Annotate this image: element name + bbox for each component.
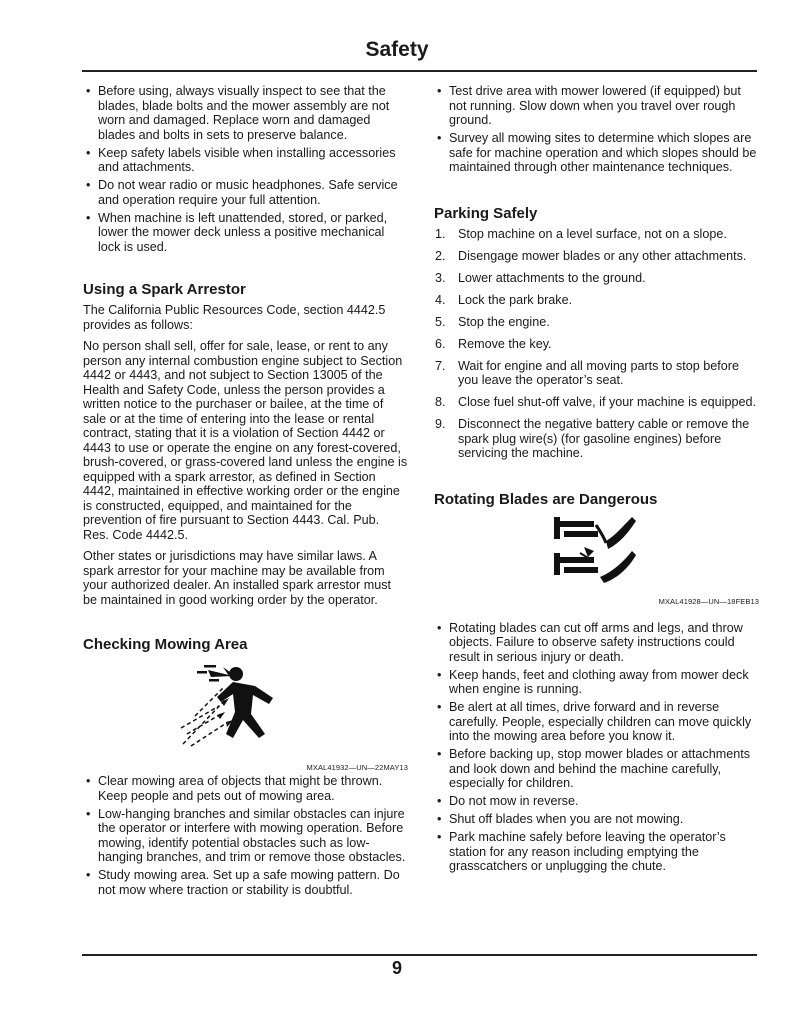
spark-arrestor-heading: Using a Spark Arrestor [83, 281, 246, 298]
list-item: 7. Wait for engine and all moving parts to stop before you leave the operator’s seat. [435, 358, 739, 387]
parking-steps-list [434, 227, 759, 461]
list-item: • Low-hanging branches and similar obstacles can injure the operator or interfere with mowing operation. Before mowing, identify potential obstacles such as low-hanging branches, and trim or remove those obstacles. [83, 807, 408, 865]
list-item: • Be alert at all times, drive forward and in reverse carefully. People, especially children can move quickly into the mowing area before you know it. [434, 700, 759, 744]
paragraph: No person shall sell, offer for sale, lease, or rent to any person any internal combustion engine subject to Section 4442 or 4443, and not subject to Section 13005 of the Health and Safety Code, unless the person provides a written notice to the purchaser or bailee, at the time of sale or at the time of entering into the lease or rental contract, stating that it is a violation of Section 4442 or 4443 to use or operate the engine on any forest-covered, brush-covered, or grass-covered land unless the engine is equipped with a spark arrestor, as defined in Section 4442, maintained in effective working order or the engine is constructed, equipped, and maintained for the prevention of fire pursuant to Section 4443. Cal. Pub. Res. Code 4442.5. [83, 339, 408, 542]
list-item: • Do not wear radio or music headphones. Safe service and operation require your full attention. [83, 178, 408, 207]
list-item: • Before backing up, stop mower blades or attachments and look down and behind the machine carefully, especially for children. [434, 747, 759, 791]
page-number: 9 [391, 958, 402, 978]
thrown-objects-hazard-icon [83, 662, 408, 757]
top-bullet-list [434, 84, 759, 175]
rotating-blades-hazard-icon [434, 513, 759, 588]
figure-caption: MXAL41928—UN—18FEB13 [658, 596, 759, 606]
header-rule [82, 70, 757, 72]
list-item: 4. Lock the park brake. [435, 292, 573, 307]
list-item: • Study mowing area. Set up a safe mowing pattern. Do not mow where traction or stability is doubtful. [83, 868, 408, 897]
list-item: • Do not mow in reverse. [434, 794, 759, 809]
list-item: • Survey all mowing sites to determine which slopes are safe for machine operation and which slopes should be maintained through other maintenance techniques. [434, 131, 759, 175]
rotating-blades-figure [434, 513, 759, 605]
list-item: • Clear mowing area of objects that might be thrown. Keep people and pets out of mowing area. [83, 774, 408, 803]
list-item: • Rotating blades can cut off arms and legs, and throw objects. Failure to observe safety instructions could result in serious injury or death. [434, 621, 759, 665]
list-item: • Keep hands, feet and clothing away from mower deck when engine is running. [434, 668, 759, 697]
list-item: • Keep safety labels visible when installing accessories and attachments. [83, 146, 408, 175]
intro-bullet-list [83, 84, 408, 254]
blades-bullet-list [434, 621, 759, 874]
figure-caption: MXAL41932—UN—22MAY13 [306, 763, 408, 772]
left-column [83, 84, 408, 901]
list-item: • Shut off blades when you are not mowing. [434, 812, 759, 827]
list-item: 1. Stop machine on a level surface, not on a slope. [435, 226, 727, 241]
list-item: • Before using, always visually inspect to see that the blades, blade bolts and the mower assembly are not worn and damaged. Replace worn and damaged blades and bolts in sets to preserve balance. [83, 84, 408, 142]
list-item: • Park machine safely before leaving the operator’s station for any reason including emptying the grasscatchers or unplugging the chute. [434, 830, 759, 874]
paragraph: Other states or jurisdictions may have similar laws. A spark arrestor for your machine may be available from your authorized dealer. An installed spark arrestor must be maintained in good working order by the operator. [83, 549, 392, 607]
paragraph: The California Public Resources Code, section 4442.5 provides as follows: [83, 303, 386, 332]
checking-mowing-area-heading: Checking Mowing Area [83, 636, 248, 653]
list-item: 3. Lower attachments to the ground. [435, 270, 646, 285]
list-item: 9. Disconnect the negative battery cable or remove the spark plug wire(s) (for gasoline engines) before servicing the machine. [435, 417, 750, 460]
footer-rule [82, 954, 757, 956]
list-item: • When machine is left unattended, stored, or parked, lower the mower deck unless a positive mechanical lock is used. [83, 211, 408, 255]
right-column [434, 84, 759, 877]
list-item: 6. Remove the key. [435, 336, 552, 351]
list-item: 8. Close fuel shut-off valve, if your machine is equipped. [435, 395, 756, 409]
thrown-objects-figure [83, 662, 408, 770]
rotating-blades-heading: Rotating Blades are Dangerous [434, 490, 658, 508]
list-item: 2. Disengage mower blades or any other attachments. [435, 248, 747, 263]
list-item: • Test drive area with mower lowered (if equipped) but not running. Slow down when you travel over rough ground. [434, 84, 759, 128]
page-title: Safety [365, 38, 429, 61]
mowing-bullet-list [83, 774, 408, 897]
list-item: 5. Stop the engine. [435, 314, 550, 329]
parking-safely-heading: Parking Safely [434, 204, 538, 222]
